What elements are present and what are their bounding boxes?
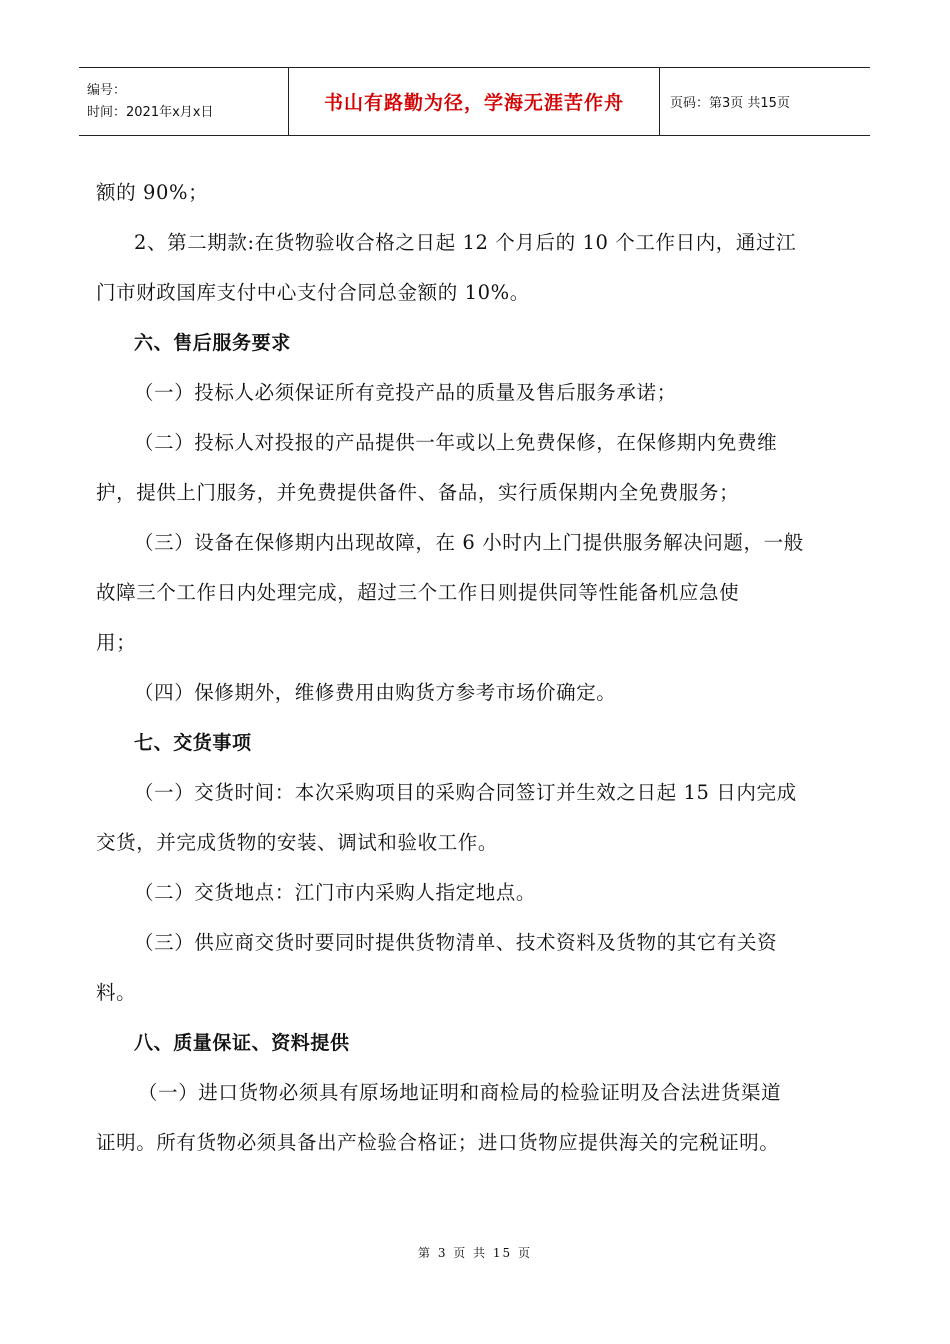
header-motto: 书山有路勤为径，学海无涯苦作舟 xyxy=(323,92,624,114)
paragraph-line: 门市财政国库支付中心支付合同总金额的 10%。 xyxy=(96,281,530,304)
paragraph-line: 护，提供上门服务，并免费提供备件、备品，实行质保期内全免费服务； xyxy=(96,481,740,504)
header-motto-cell xyxy=(289,68,660,136)
paragraph-line: （二）交货地点：江门市内采购人指定地点。 xyxy=(134,881,537,904)
section-heading: 七、交货事项 xyxy=(134,732,252,754)
date-label: 时间：2021年x月x日 xyxy=(87,104,214,120)
paragraph-line: （一）交货时间：本次采购项目的采购合同签订并生效之日起 15 日内完成 xyxy=(134,781,797,804)
paragraph-line: 用； xyxy=(96,631,137,654)
paragraph-line: （一）投标人必须保证所有竞投产品的质量及售后服务承诺； xyxy=(134,381,677,404)
document-body xyxy=(96,168,866,1168)
paragraph-line: 证明。所有货物必须具备出产检验合格证；进口货物应提供海关的完税证明。 xyxy=(96,1131,780,1154)
paragraph-line: （一）进口货物必须具有原场地证明和商检局的检验证明及合法进货渠道 xyxy=(138,1081,782,1104)
paragraph-line: （四）保修期外，维修费用由购货方参考市场价确定。 xyxy=(134,681,617,704)
paragraph-line: 2、第二期款:在货物验收合格之日起 12 个月后的 10 个工作日内，通过江 xyxy=(134,231,797,254)
document-header xyxy=(79,67,870,136)
paragraph-line: 交货，并完成货物的安装、调试和验收工作。 xyxy=(96,831,499,854)
number-label: 编号： xyxy=(87,82,127,98)
header-meta xyxy=(79,68,289,136)
header-page-info: 页码：第3页 共15页 xyxy=(660,68,871,136)
paragraph-line: 故障三个工作日内处理完成，超过三个工作日则提供同等性能备机应急使 xyxy=(96,581,740,604)
section-heading: 八、质量保证、资料提供 xyxy=(134,1032,350,1054)
paragraph-line: （三）设备在保修期内出现故障，在 6 小时内上门提供服务解决问题，一般 xyxy=(134,531,804,554)
paragraph-line: （二）投标人对投报的产品提供一年或以上免费保修，在保修期内免费维 xyxy=(134,431,778,454)
paragraph-line: 料。 xyxy=(96,981,137,1004)
paragraph-line: （三）供应商交货时要同时提供货物清单、技术资料及货物的其它有关资 xyxy=(134,931,778,954)
page-footer: 第 3 页 共 15 页 xyxy=(418,1246,532,1260)
section-heading: 六、售后服务要求 xyxy=(134,332,291,354)
paragraph-line: 额的 90%； xyxy=(96,181,209,204)
